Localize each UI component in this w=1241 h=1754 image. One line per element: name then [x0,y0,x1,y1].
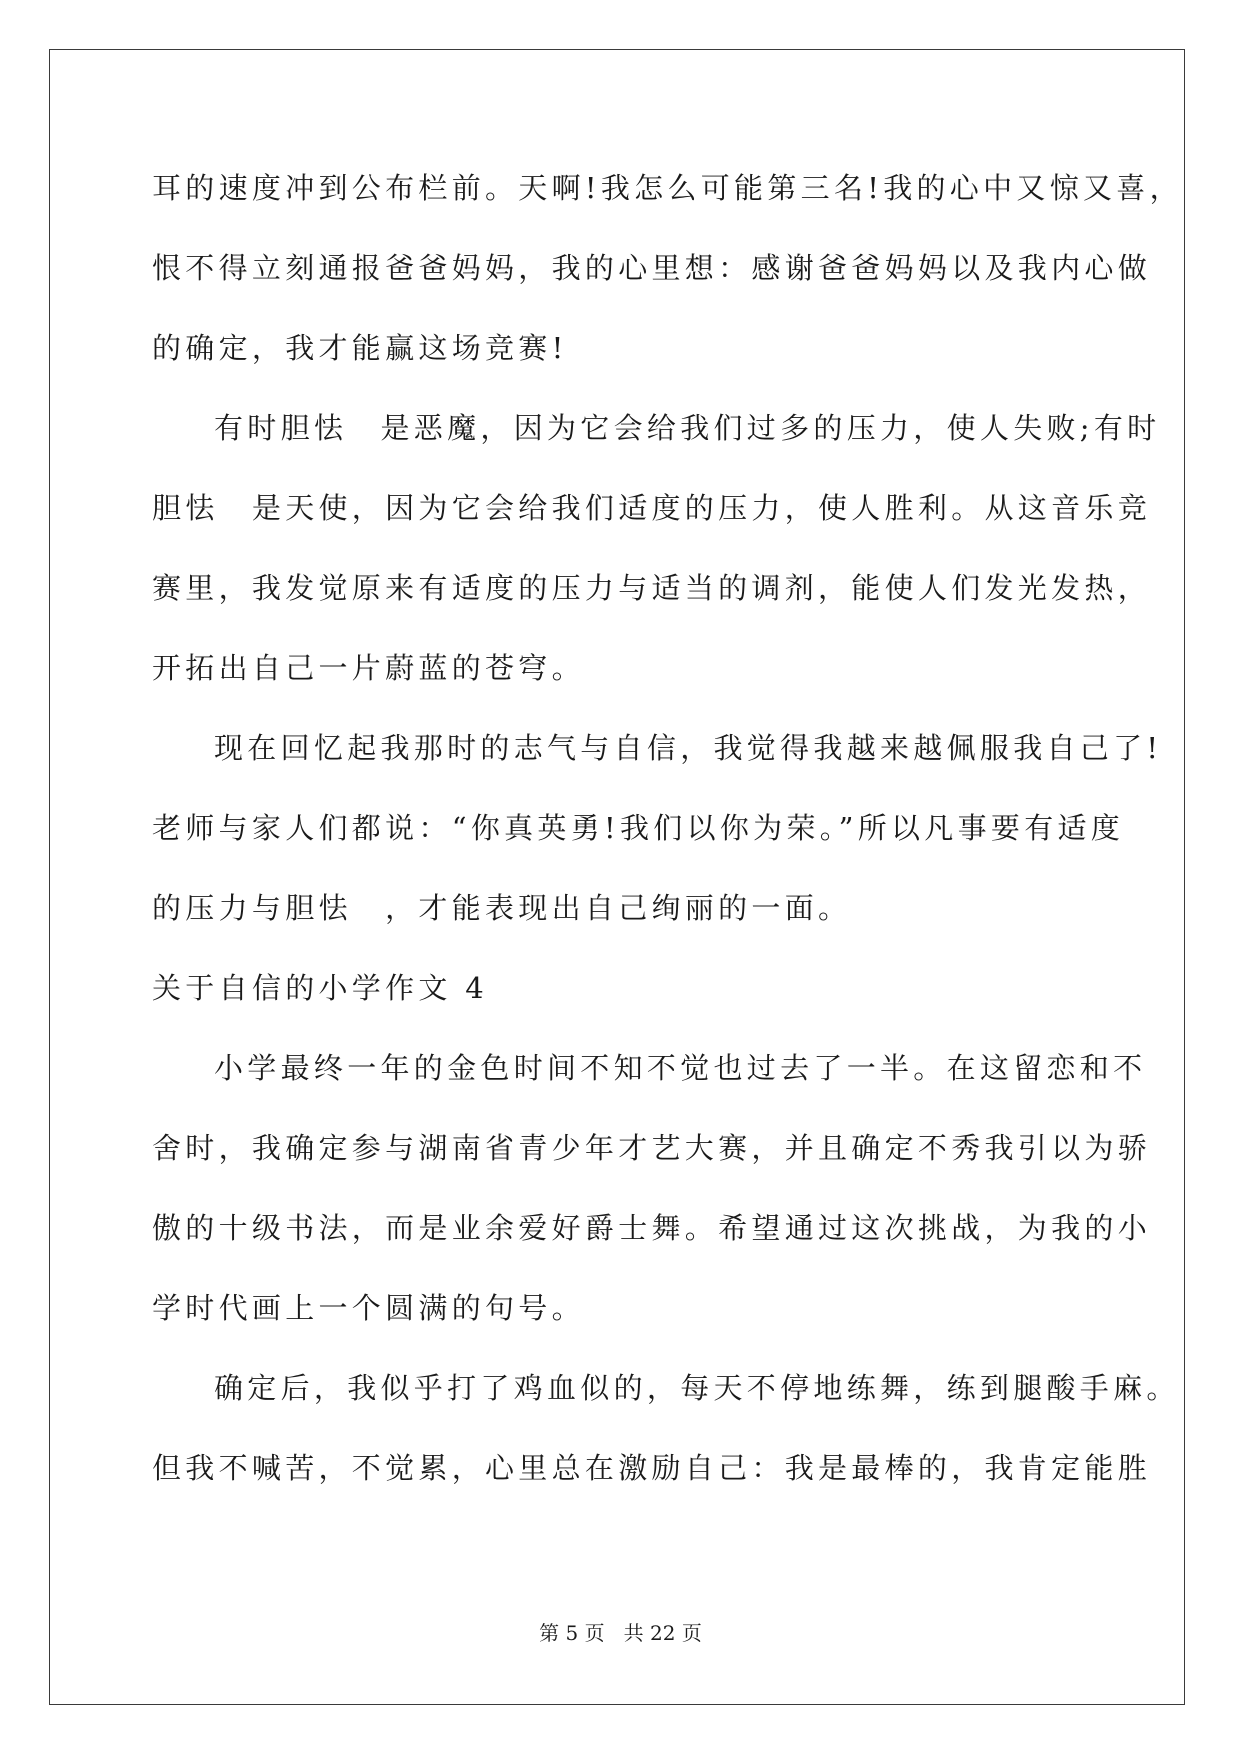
text-line: 胆怯 是天使，因为它会给我们适度的压力，使人胜利。从这音乐竞 [152,491,1152,525]
text-line: 舍时，我确定参与湖南省青少年才艺大赛，并且确定不秀我引以为骄 [152,1131,1152,1165]
text-line: 老师与家人们都说：“你真英勇!我们以你为荣。”所以凡事要有适度 [152,811,1125,845]
text-line: 的压力与胆怯 ，才能表现出自己绚丽的一面。 [152,891,852,925]
page-total: 共 22 页 [623,1621,702,1645]
text-line: 开拓出自己一片蔚蓝的苍穹。 [152,651,585,685]
text-line: 学时代画上一个圆满的句号。 [152,1291,585,1325]
paragraph-start-line: 小学最终一年的金色时间不知不觉也过去了一半。在这留恋和不 [214,1051,1147,1085]
text-line: 赛里，我发觉原来有适度的压力与适当的调剂，能使人们发光发热， [152,571,1152,605]
text-line: 的确定，我才能赢这场竞赛! [152,331,568,365]
text-line: 恨不得立刻通报爸爸妈妈，我的心里想：感谢爸爸妈妈以及我内心做 [152,251,1152,285]
text-line: 耳的速度冲到公布栏前。天啊!我怎么可能第三名!我的心中又惊又喜， [152,171,1183,205]
document-body [152,168,1183,1528]
page-number: 第 5 页 [539,1621,605,1645]
section-heading: 关于自信的小学作文 4 [152,971,488,1005]
paragraph-start-line: 有时胆怯 是恶魔，因为它会给我们过多的压力，使人失败;有时 [214,411,1161,445]
page-footer [0,1617,1241,1646]
paragraph-start-line: 现在回忆起我那时的志气与自信，我觉得我越来越佩服我自己了! [214,731,1163,765]
text-line: 但我不喊苦，不觉累，心里总在激励自己：我是最棒的，我肯定能胜 [152,1451,1152,1485]
paragraph-start-line: 确定后，我似乎打了鸡血似的，每天不停地练舞，练到腿酸手麻。 [214,1371,1180,1405]
text-line: 傲的十级书法，而是业余爱好爵士舞。希望通过这次挑战，为我的小 [152,1211,1152,1245]
